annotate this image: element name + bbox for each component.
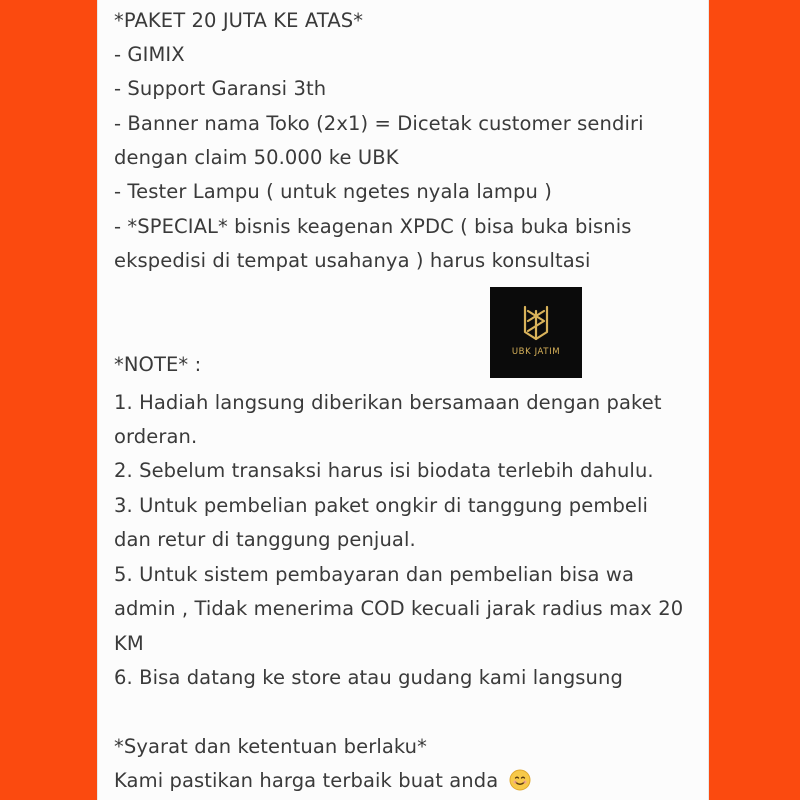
note-item-5: 5. Untuk sistem pembayaran dan pembelian bisa wa [114,563,634,586]
package-item-special: - *SPECIAL* bisnis keagenan XPDC ( bisa buka bisnis [114,215,632,238]
note-heading: *NOTE* : [114,353,202,376]
package-item-gimix: - GIMIX [114,43,185,66]
package-item-warranty: - Support Garansi 3th [114,77,327,100]
terms-text: *Syarat dan ketentuan berlaku* [114,735,427,758]
closing-line [114,769,531,792]
package-item-banner: - Banner nama Toko (2x1) = Dicetak customer sendiri [114,112,644,135]
note-item-1: 1. Hadiah langsung diberikan bersamaan dengan paket [114,391,662,414]
logo-text: UBK JATIM [511,347,561,357]
closing-text: Kami pastikan harga terbaik buat anda [114,769,499,792]
smiling-face-icon [509,769,531,791]
note-item-3-cont: dan retur di tanggung penjual. [114,528,416,551]
note-item-1-cont: orderan. [114,425,198,448]
note-item-5-cont: admin , Tidak menerima COD kecuali jarak radius max 20 [114,597,684,620]
ubk-jatim-logo [490,287,582,378]
package-item-special-cont: ekspedisi di tempat usahanya ) harus konsultasi [114,249,591,272]
note-item-2: 2. Sebelum transaksi harus isi biodata terlebih dahulu. [114,459,654,482]
note-item-6: 6. Bisa datang ke store atau gudang kami langsung [114,666,623,689]
ubk-monogram-logo [490,287,582,378]
package-item-banner-cont: dengan claim 50.000 ke UBK [114,146,399,169]
note-item-5-cont2: KM [114,632,144,655]
note-item-3: 3. Untuk pembelian paket ongkir di tanggung pembeli [114,494,649,517]
package-title: *PAKET 20 JUTA KE ATAS* [114,9,364,32]
package-item-tester: - Tester Lampu ( untuk ngetes nyala lampu ) [114,180,552,203]
